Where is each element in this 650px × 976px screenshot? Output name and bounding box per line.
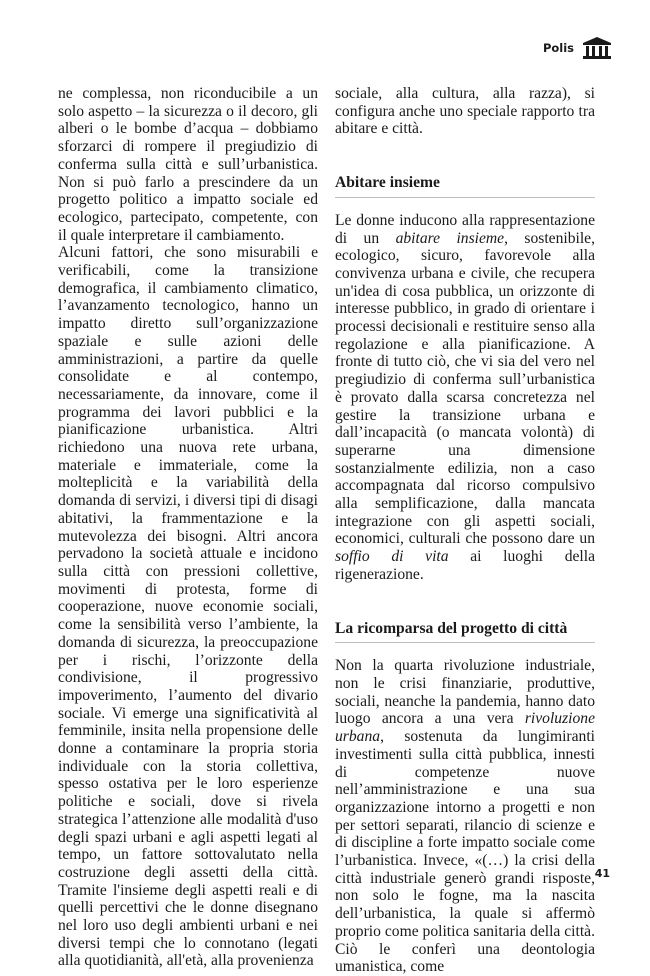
paragraph: sociale, alla cultura, alla razza), si configura anche uno speciale rapporto tra abitare e città. (335, 85, 595, 138)
page-number: 41 (594, 867, 610, 880)
right-column (335, 85, 595, 976)
section-heading-progetto-citta: La ricomparsa del progetto di città (335, 620, 595, 644)
building-columns-icon (582, 36, 612, 60)
running-header (543, 36, 612, 60)
left-column (58, 85, 318, 970)
paragraph: Le donne inducono alla rappresentazione di un abitare insieme, sostenibile, ecologico, sicuro, favorevole alla convivenza urbana e civile, che recupera un'idea di cosa pubblica, un orizzonte di interesse pubblico, in grado di orientare i processi decisionali e restituire senso alla regolazione e alla pianificazione. A fronte di tutto ciò, che vi sia del vero nel pregiudizio di conferma sull’urbanistica è provato dalla scarsa concretezza nel gestire la transizione urbana e dall’incapacità (o mancata volontà) di superarne una dimensione sostanzialmente edilizia, non a caso accompagnata dal ricorso compulsivo alla semplificazione, dalla mancata integrazione con gli aspetti sociali, economici, culturali che possono dare un soffio di vita ai luoghi della rigenerazione. (335, 211, 596, 583)
paragraph: Non la quarta rivoluzione industriale, non le crisi finanziarie, produttive, sociali, neanche la pandemia, hanno dato luogo ancora a una vera rivoluzione urbana, sostenuta da lungimiranti investimenti sulla città pubblica, innesti di competenze nuove nell’amministrazione e una sua organizzazione intorno a progetti e non per settori separati, rilancio di scienze e di discipline a forte impatto sociale come l’urbanistica. Invece, «(…) la crisi della città industriale generò grandi risposte, non solo le fogne, ma la nascita dell’urbanistica, la quale si affermò proprio come politica sanitaria della città. Ciò le conferì una deontologia umanistica, come (335, 657, 595, 976)
section-heading-abitare-insieme: Abitare insieme (335, 174, 595, 198)
section-label: Polis (542, 41, 574, 55)
paragraph: ne complessa, non riconducibile a un solo aspetto – la sicurezza o il decoro, gli alberi o le bombe d’acqua – dobbiamo sforzarci di rompere il pregiudizio di conferma sulla città e sull’urbanistica. Non si può farlo a prescindere da un progetto politico a impatto sociale ed ecologico, partecipato, competente, con il quale interpretare il cambiamento. (58, 85, 318, 244)
paragraph: Alcuni fattori, che sono misurabili e verificabili, come la transizione demografica, il cambiamento climatico, l’avanzamento tecnologico, hanno un impatto diretto sull’organizzazione spaziale e sulle azioni delle amministrazioni, a partire da quelle consolidate e al contempo, necessariamente, da innovare, come il programma dei lavori pubblici e la pianificazione urbanistica. Altri richiedono una nuova rete urbana, materiale e immateriale, come la molteplicità e la variabilità della domanda di servizi, i diversi tipi di disagi abitativi, la frammentazione e la mutevolezza dei bisogni. Altri ancora pervadono la società attuale e incidono sulla città con pressioni collettive, movimenti di protesta, forme di cooperazione, nuove economie sociali, come la sensibilità verso l’ambiente, la domanda di sicurezza, la preoccupazione per i rischi, l’orizzonte della condivisione, il progressivo impoverimento, l’aumento del divario sociale. Vi emerge una significatività al femminile, insita nella propensione delle donne a contaminare la propria storia individuale con la storia collettiva, spesso ostativa per le loro esperienze politiche e sociali, dove si rivela strategica l’attenzione alle modalità d'uso degli spazi urbani e agli aspetti legati al tempo, un fattore sottovalutato nella costruzione degli assetti della città. Tramite l'insieme degli aspetti reali e di quelli percettivi che le donne disegnano nel loro uso degli ambienti urbani e nei diversi tempi che lo connotano (legati alla quotidianità, all'età, alla provenienza (58, 244, 318, 970)
